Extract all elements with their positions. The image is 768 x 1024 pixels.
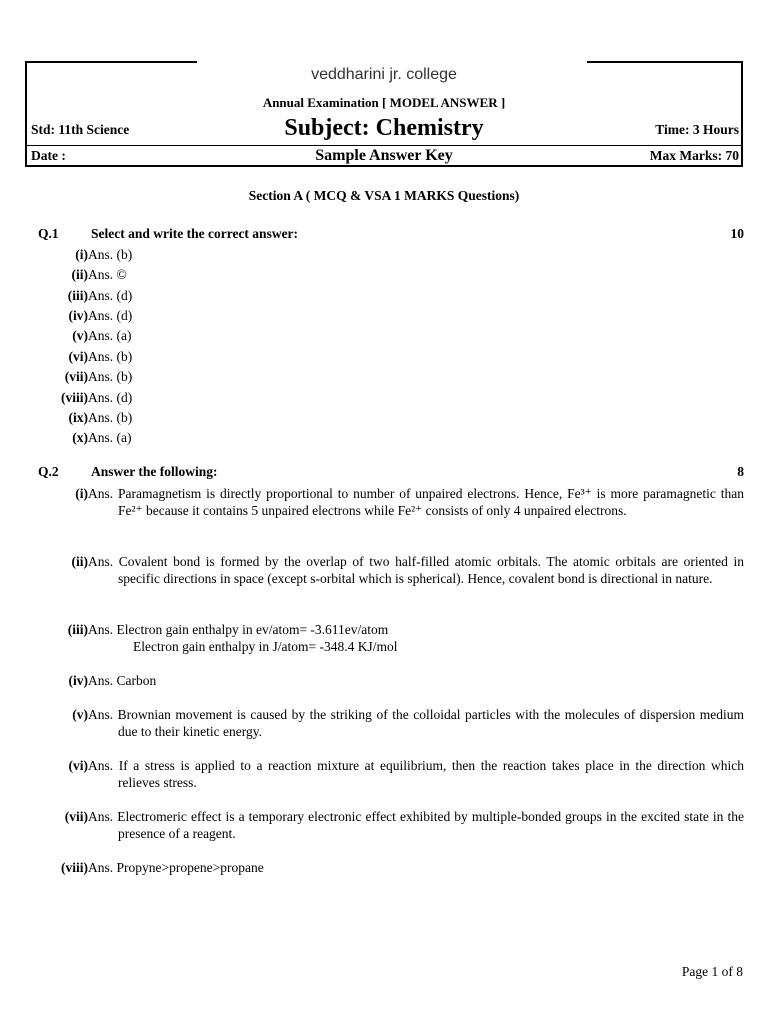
q2-answer: Ans. Electron gain enthalpy in ev/atom= -3.611ev/atom — [88, 622, 389, 637]
q1-roman: (vi) — [68, 349, 88, 364]
college-name: veddharini jr. college — [311, 66, 457, 83]
q2-roman: (viii) — [61, 860, 88, 875]
q1-roman: (iv) — [68, 308, 88, 323]
q1-number: Q.1 — [38, 226, 59, 241]
q1-roman: (v) — [72, 328, 88, 343]
std-label: Std: 11th Science — [31, 122, 130, 137]
q2-answer: Ans. Carbon — [88, 673, 157, 688]
q1-answer: Ans. (d) — [88, 288, 133, 303]
q2-roman: (v) — [72, 707, 88, 722]
q1-answer: Ans. (d) — [88, 390, 133, 405]
q1-roman: (ii) — [71, 267, 88, 282]
header-gap — [197, 60, 587, 65]
q1-text: Select and write the correct answer: — [91, 226, 299, 241]
q1-answer: Ans. (b) — [88, 247, 133, 262]
q2-answer: Ans. Brownian movement is caused by the striking of the colloidal particles with the molecules of dispersion medium due to their kinetic energy. — [88, 707, 744, 739]
q2-text: Answer the following: — [91, 464, 218, 479]
q2-number: Q.2 — [38, 464, 59, 479]
time-label: Time: 3 Hours — [655, 122, 739, 137]
answer-key-title: Sample Answer Key — [315, 147, 453, 164]
q1-roman: (x) — [72, 430, 88, 445]
q2-roman: (i) — [75, 486, 88, 501]
q2-roman: (ii) — [71, 554, 88, 569]
header-row-1 — [27, 115, 741, 145]
q2-answer: Ans. Propyne>propene>propane — [88, 860, 264, 875]
q2-roman: (iv) — [68, 673, 88, 688]
q1-answer: Ans. (b) — [88, 410, 133, 425]
header-box — [25, 61, 743, 167]
q1-answer: Ans. (d) — [88, 308, 133, 323]
date-label: Date : — [31, 148, 66, 163]
section-title: Section A ( MCQ & VSA 1 MARKS Questions) — [248, 188, 520, 203]
q1-answer: Ans. (b) — [88, 349, 133, 364]
q2-marks: 8 — [737, 464, 744, 479]
q1-marks: 10 — [730, 226, 744, 241]
q1-answer: Ans. © — [88, 267, 127, 282]
q1-answer: Ans. (a) — [88, 328, 132, 343]
max-marks-label: Max Marks: 70 — [649, 148, 739, 163]
q1-roman: (i) — [75, 247, 88, 262]
q1-roman: (iii) — [67, 288, 88, 303]
subject-title: Subject: Chemistry — [284, 115, 484, 141]
q1-roman: (viii) — [61, 390, 88, 405]
q2-roman: (vii) — [64, 809, 88, 824]
q2-answer: Ans. Covalent bond is formed by the overlap of two half-filled atomic orbitals. The atomic orbitals are oriented in specific directions in space (except s-orbital which is spherical). Hence, covalent bond is directional in nature. — [88, 554, 744, 586]
q2-roman: (vi) — [68, 758, 88, 773]
q2-answer: Ans. Electromeric effect is a temporary electronic effect exhibited by multiple-bonded groups in the excited state in the presence of a reagent. — [88, 809, 744, 841]
header-divider — [27, 145, 741, 146]
q2-answer-continued: Electron gain enthalpy in J/atom= -348.4 KJ/mol — [133, 639, 398, 654]
q1-roman: (vii) — [64, 369, 88, 384]
q1-answer: Ans. (a) — [88, 430, 132, 445]
q2-answer: Ans. Paramagnetism is directly proportional to number of unpaired electrons. Hence, Fe³⁺ is more paramagnetic than Fe²⁺ because it contains 5 unpaired electrons while Fe²⁺ consists of only 4 unpaired electrons. — [88, 486, 744, 518]
q1-answer: Ans. (b) — [88, 369, 133, 384]
q1-roman: (ix) — [68, 410, 88, 425]
header-row-2 — [27, 148, 741, 166]
page-number: Page 1 of 8 — [681, 964, 743, 979]
q2-roman: (iii) — [67, 622, 88, 637]
exam-title: Annual Examination [ MODEL ANSWER ] — [262, 95, 506, 110]
q2-answer: Ans. If a stress is applied to a reaction mixture at equilibrium, then the reaction takes place in the direction which relieves stress. — [88, 758, 744, 790]
